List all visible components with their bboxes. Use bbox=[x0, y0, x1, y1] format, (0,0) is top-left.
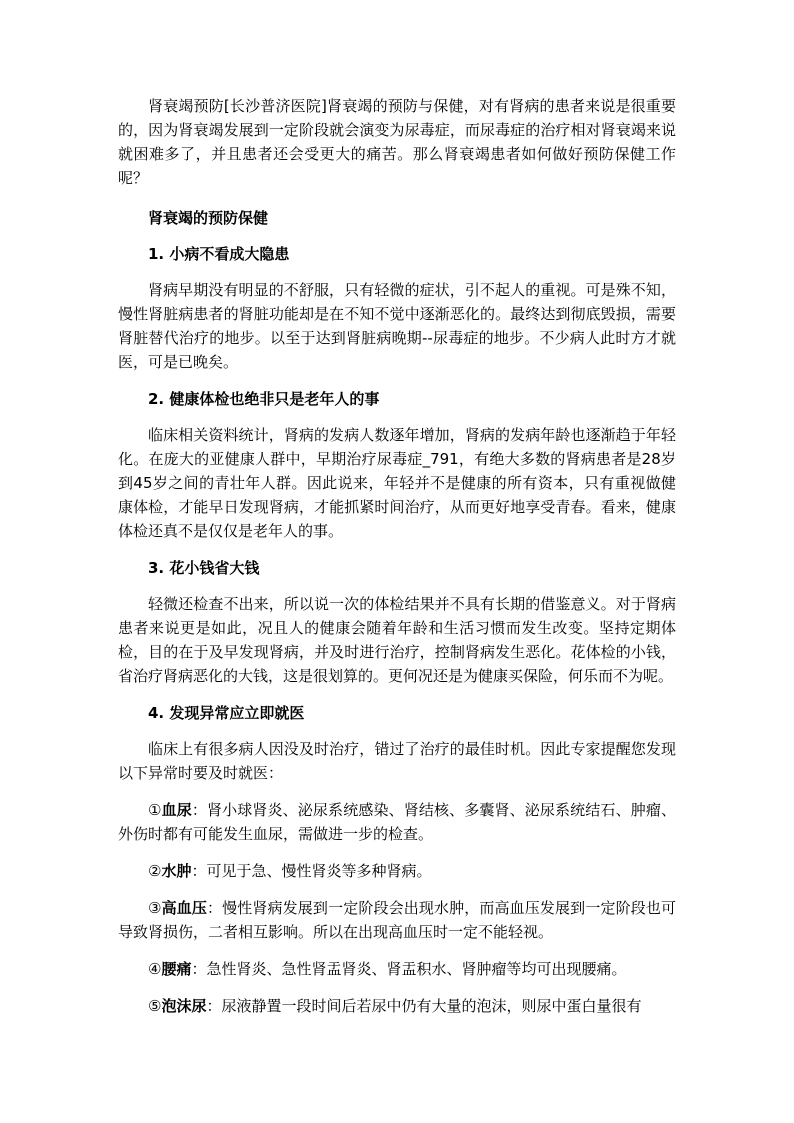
section-2-title: 2. 健康体检也绝非只是老年人的事 bbox=[148, 390, 380, 408]
symptom-separator: ： bbox=[207, 899, 223, 917]
section-4-body: 临床上有很多病人因没及时治疗，错过了治疗的最佳时机。因此专家提醒您发现以下异常时要及时就医： bbox=[118, 740, 676, 782]
symptom-number: ② bbox=[148, 862, 162, 880]
symptom-separator: ： bbox=[206, 997, 222, 1015]
symptom-term: 高血压 bbox=[161, 899, 207, 917]
symptom-term: 腰痛 bbox=[161, 960, 192, 978]
symptom-separator: ： bbox=[191, 862, 207, 880]
section-3-title: 3. 花小钱省大钱 bbox=[148, 559, 260, 577]
intro-paragraph: 肾衰竭预防[长沙普济医院]肾衰竭的预防与保健，对有肾病的患者来说是很重要的，因为肾衰竭发展到一定阶段就会演变为尿毒症，而尿毒症的治疗相对肾衰竭来说就困难多了，并且患者还会受更大的痛苦。那么肾衰竭患者如何做好预防保健工作呢？ bbox=[118, 97, 676, 187]
symptom-term: 泡沫尿 bbox=[161, 997, 207, 1015]
symptom-number: ⑤ bbox=[148, 997, 162, 1015]
symptom-text: 慢性肾病发展到一定阶段会出现水肿，而高血压发展到一定阶段也可导致肾损伤，二者相互影响。所以在出现高血压时一定不能轻视。 bbox=[118, 899, 676, 941]
section-1-body: 肾病早期没有明显的不舒服，只有轻微的症状，引不起人的重视。可是殊不知，慢性肾脏病患者的肾脏功能却是在不知不觉中逐渐恶化的。最终达到彻底毁损，需要肾脏替代治疗的地步。以至于达到肾脏病晚期--尿毒症的地步。不少病人此时方才就医，可是已晚矣。 bbox=[118, 281, 676, 371]
symptom-number: ① bbox=[148, 801, 162, 819]
symptom-separator: ： bbox=[191, 801, 207, 819]
section-2-body: 临床相关资料统计，肾病的发病人数逐年增加，肾病的发病年龄也逐渐趋于年轻化。在庞大的亚健康人群中，早期治疗尿毒症_791，有绝大多数的肾病患者是28岁到45岁之间的青壮年人群。因此说来，年轻并不是健康的所有资本，只有重视做健康体检，才能早日发现肾病，才能抓紧时间治疗，从而更好地享受青春。看来，健康体检还真不是仅仅是老年人的事。 bbox=[118, 426, 676, 540]
symptom-term: 水肿 bbox=[161, 862, 192, 880]
section-1-title: 1. 小病不看成大隐患 bbox=[148, 245, 290, 263]
symptom-item-foamy-urine bbox=[118, 994, 676, 1018]
document-page bbox=[118, 94, 676, 1018]
symptom-term: 血尿 bbox=[161, 801, 192, 819]
section-4-title: 4. 发现异常应立即就医 bbox=[148, 704, 305, 722]
symptom-number: ④ bbox=[148, 960, 162, 978]
symptom-number: ③ bbox=[148, 899, 162, 917]
symptom-item-back-pain bbox=[118, 957, 676, 981]
section-title: 肾衰竭的预防保健 bbox=[148, 209, 269, 227]
symptom-item-edema bbox=[118, 859, 676, 883]
section-3-body: 轻微还检查不出来，所以说一次的体检结果并不具有长期的借鉴意义。对于肾病患者来说更是如此，况且人的健康会随着年龄和生活习惯而发生改变。坚持定期体检，目的在于及早发现肾病，并及时进行治疗，控制肾病发生恶化。花体检的小钱，省治疗肾病恶化的大钱，这是很划算的。更何况还是为健康买保险，何乐而不为呢。 bbox=[118, 595, 676, 685]
symptom-text: 可见于急、慢性肾炎等多种肾病。 bbox=[206, 862, 432, 880]
symptom-item-blood-urine bbox=[118, 798, 676, 846]
symptom-text: 尿液静置一段时间后若尿中仍有大量的泡沫，则尿中蛋白量很有 bbox=[221, 997, 642, 1015]
symptom-separator: ： bbox=[191, 960, 207, 978]
symptom-text: 急性肾炎、急性肾盂肾炎、肾盂积水、肾肿瘤等均可出现腰痛。 bbox=[206, 960, 627, 978]
symptom-item-hypertension bbox=[118, 896, 676, 944]
symptom-text: 肾小球肾炎、泌尿系统感染、肾结核、多囊肾、泌尿系统结石、肿瘤、外伤时都有可能发生血尿，需做进一步的检查。 bbox=[118, 801, 676, 843]
